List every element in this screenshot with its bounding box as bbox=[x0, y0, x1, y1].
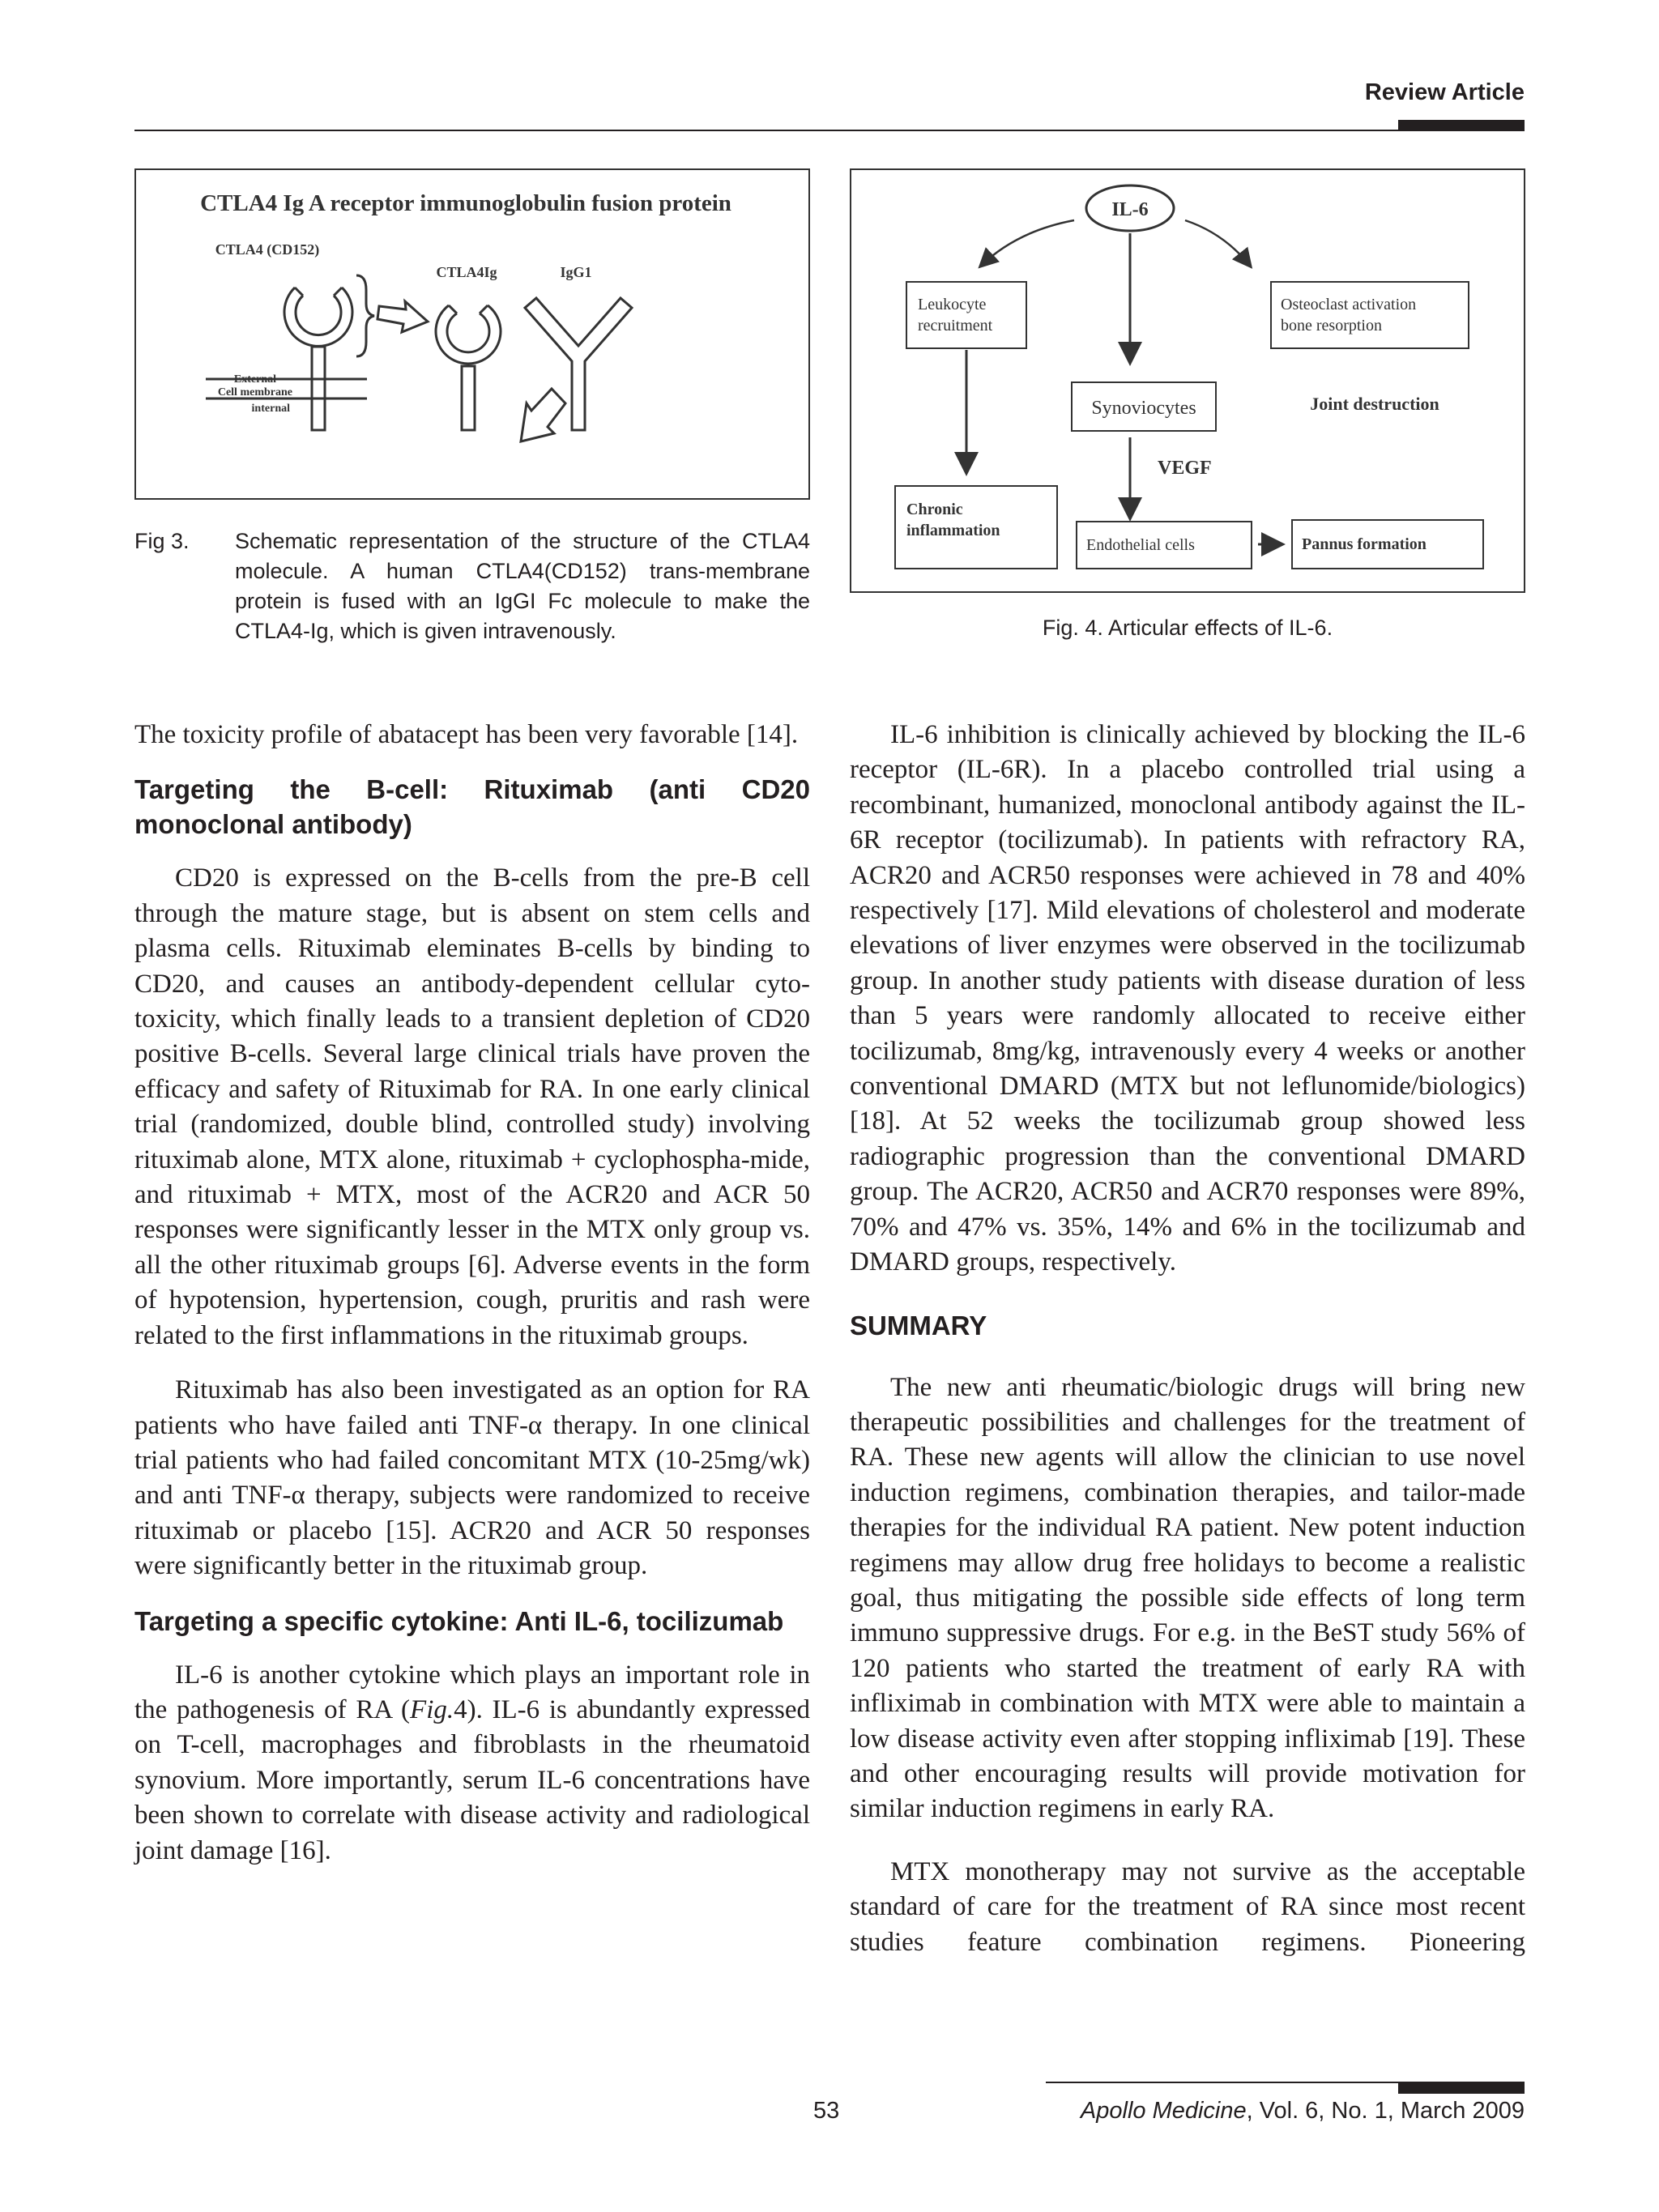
fig3-label-membrane: Cell membrane bbox=[217, 386, 292, 399]
figure-3-caption-text: Schematic representation of the structure of the CTLA4 molecule. A human CTLA4(CD152) trans-membrane protein is fused with an IgGI Fc molecule to make the CTLA4-Ig, which is given intravenously. bbox=[235, 529, 810, 643]
paragraph-rituximab-tnf: Rituximab has also been investigated as an option for RA patients who have failed anti TNF-α therapy. In one clinical trial patients who had failed concomitant MTX (10-25mg/wk) and anti TNF-α therapy, subjects were randomized to receive rituximab or placebo [15]. ACR20 and ACR 50 responses were significantly better in the rituximab group. bbox=[134, 1375, 810, 1581]
fig3-label-igg1: IgG1 bbox=[560, 264, 592, 280]
paragraph-cd20: CD20 is expressed on the B-cells from the pre-B cell through the mature stage, but is absent on stem cells and plasma cells. Rituximab eleminates B-cells by binding to CD20, and causes an antibody-dependent cellular cyto-toxicity, which finally leads to a transient depletion of CD20 positive B-cells. Several large clinical trials have proven the efficacy and safety of Rituximab for RA. In one early clinical trial (randomized, double blind, controlled study) involving rituximab alone, MTX alone, rituximab + cyclophospha-mide, and rituximab + MTX, most of the ACR20 and ACR 50 responses were significantly lesser in the MTX only group vs. all the other rituximab groups [6]. Adverse events in the form of hypotension, hypertension, cough, pruritis and rash were related to the first inflammations in the rituximab groups. bbox=[134, 863, 810, 1350]
heading-summary: SUMMARY bbox=[850, 1310, 987, 1340]
paragraph-il6-part2: 4). IL-6 is abundantly expressed on T-cell, macrophages and fibroblasts in the rheumatoid synovium. More importantly, serum IL-6 concentrations have been shown to correlate with disease activity and radiological joint damage [16]. bbox=[134, 1694, 810, 1865]
synoviocytes-label: Synoviocytes bbox=[1091, 398, 1196, 419]
figure-3-diagram bbox=[136, 170, 808, 498]
pannus-label: Pannus formation bbox=[1302, 535, 1427, 553]
fig3-arrow-right-icon bbox=[377, 301, 428, 332]
fig3-arrow-down-left-icon bbox=[521, 389, 565, 441]
paragraph-toxicity: The toxicity profile of abatacept has been very favorable [14]. bbox=[134, 720, 799, 749]
journal-citation bbox=[1081, 2098, 1525, 2125]
journal-name: Apollo Medicine bbox=[1080, 2098, 1247, 2124]
figure-4-diagram bbox=[851, 170, 1524, 591]
figure-3-box bbox=[134, 168, 810, 500]
right-column bbox=[850, 718, 1525, 1960]
figure-4-box bbox=[850, 168, 1525, 593]
heading-bcell: Targeting the B-cell: Rituximab (anti CD20 monoclonal antibody) bbox=[134, 774, 810, 840]
figure-3-caption bbox=[134, 526, 810, 646]
leukocyte-label-2: recruitment bbox=[918, 317, 993, 335]
vegf-label: VEGF bbox=[1158, 458, 1212, 479]
header-accent-bar bbox=[1398, 120, 1525, 130]
fig3-label-ctla4ig: CTLA4Ig bbox=[436, 264, 497, 280]
fig3-label-external: External bbox=[233, 373, 276, 386]
leukocyte-node bbox=[906, 282, 1026, 348]
endothelial-label: Endothelial cells bbox=[1086, 536, 1195, 554]
paragraph-il6-inhibition: IL-6 inhibition is clinically achieved by blocking the IL-6 receptor (IL-6R). In a placebo controlled trial using a recombinant, humanized, monoclonal antibody against the IL-6R receptor (tocilizumab). In patients with refractory RA, ACR20 and ACR50 responses were achieved in 78 and 40% respectively [17]. Mild elevations of cholesterol and moderate elevations of liver enzymes were observed in the tocilizumab group. In another study patients with disease duration of less than 5 years were randomly allocated to receive either tocilizumab, 8mg/kg, intravenously every 4 weeks or another conventional DMARD (MTX but not leflunomide/biologics) [18]. At 52 weeks the tocilizumab group showed less radiographic progression than the conventional DMARD group. The ACR20, ACR50 and ACR70 responses were 89%, 70% and 47% vs. 35%, 14% and 6% in the tocilizumab and DMARD groups, respectively. bbox=[850, 720, 1525, 1277]
journal-issue: , Vol. 6, No. 1, March 2009 bbox=[1246, 2098, 1525, 2124]
joint-destruction-label: Joint destruction bbox=[1310, 394, 1439, 414]
chronic-label-1: Chronic bbox=[906, 501, 963, 518]
figure-ref-link: Fig. bbox=[410, 1694, 454, 1724]
leukocyte-label-1: Leukocyte bbox=[918, 296, 987, 313]
ctla4ig-molecule-shape bbox=[436, 305, 501, 430]
paragraph-summary: The new anti rheumatic/biologic drugs will bring new therapeutic possibilities and challenges for the treatment of RA. These new agents will allow the clinician to use novel induction regimens, combination therapies, and tailor-made therapies for the individual RA patient. New potent induction regimens may allow drug free holidays to become a realistic goal, thus mitigating the possible side effects of long term immuno suppressive drugs. For e.g. in the BeST study 56% of 120 patients who started the treatment of early RA with infliximab in combination with MTX were able to maintain a low disease activity even after stopping infliximab [19]. These and other encouraging results will provide motivation for similar induction regimens in early RA. bbox=[850, 1372, 1525, 1824]
fig3-title: CTLA4 Ig A receptor immunoglobulin fusion protein bbox=[200, 190, 731, 216]
fig3-label-internal: internal bbox=[251, 403, 290, 415]
figure-3-caption-number: Fig 3. bbox=[134, 529, 190, 553]
page-number: 53 bbox=[813, 2098, 840, 2124]
header-rule bbox=[134, 130, 1525, 131]
fig3-brace bbox=[356, 275, 374, 356]
left-column bbox=[134, 718, 810, 1869]
figure-4-caption: Fig. 4. Articular effects of IL-6. bbox=[1042, 616, 1333, 640]
osteoclast-node bbox=[1271, 282, 1469, 348]
osteoclast-label-2: bone resorption bbox=[1281, 317, 1382, 335]
chronic-label-2: inflammation bbox=[906, 522, 1000, 539]
fig3-label-ctla4: CTLA4 (CD152) bbox=[215, 241, 320, 258]
arrow-il6-leukocyte bbox=[981, 220, 1074, 266]
arrow-il6-osteoclast bbox=[1185, 220, 1250, 266]
footer-accent-bar bbox=[1398, 2083, 1525, 2094]
il6-label: IL-6 bbox=[1111, 199, 1149, 220]
paragraph-il6 bbox=[134, 1658, 810, 1869]
osteoclast-label-1: Osteoclast activation bbox=[1281, 296, 1417, 313]
paragraph-mtx: MTX monotherapy may not survive as the acceptable standard of care for the treatment of RA since most recent studies feature combination regimens. Pioneering bbox=[850, 1856, 1525, 1957]
paragraph-il6-part1: IL-6 is another cytokine which plays an important role in the pathogenesis of RA ( bbox=[134, 1660, 810, 1724]
heading-cytokine: Targeting a specific cytokine: Anti IL-6, tocilizumab bbox=[134, 1605, 784, 1636]
running-header: Review Article bbox=[1364, 79, 1525, 105]
